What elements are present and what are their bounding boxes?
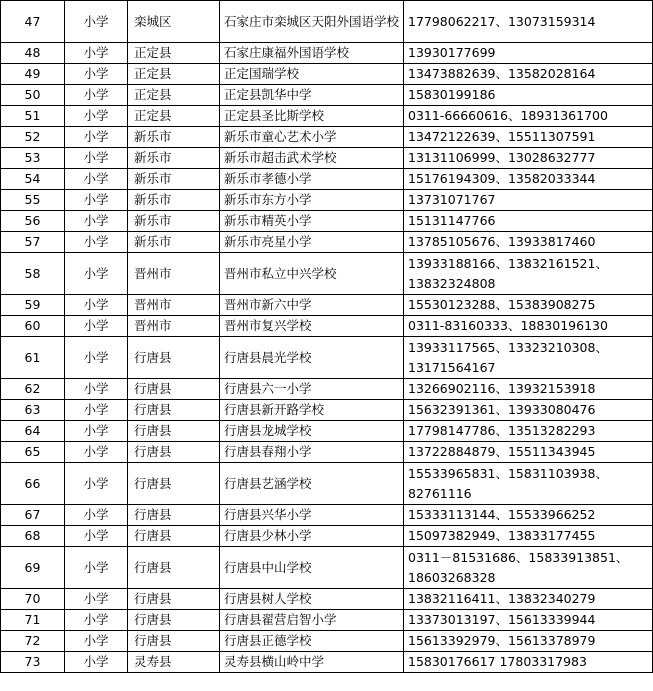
school-name: 新乐市童心艺术小学	[220, 127, 404, 148]
phone-numbers: 13785105676、13933817460	[404, 232, 653, 253]
row-number: 55	[1, 190, 65, 211]
school-name: 正定县圣比斯学校	[220, 106, 404, 127]
school-level: 小学	[65, 190, 128, 211]
table-row	[1, 463, 653, 505]
phone-numbers: 13473882639、13582028164	[404, 64, 653, 85]
phone-numbers: 15333113144、15533966252	[404, 505, 653, 526]
phone-numbers: 13731071767	[404, 190, 653, 211]
phone-numbers: 15131147766	[404, 211, 653, 232]
phone-numbers: 15830176617 17803317983	[404, 652, 653, 673]
school-name: 正定国瑞学校	[220, 64, 404, 85]
school-name: 正定县凯华中学	[220, 85, 404, 106]
table-row	[1, 379, 653, 400]
school-level: 小学	[65, 232, 128, 253]
district-name: 行唐县	[128, 610, 220, 631]
phone-numbers: 15530123288、15383908275	[404, 295, 653, 316]
row-number: 73	[1, 652, 65, 673]
school-name: 新乐市孝德小学	[220, 169, 404, 190]
district-name: 晋州市	[128, 316, 220, 337]
phone-numbers: 15176194309、13582033344	[404, 169, 653, 190]
school-level: 小学	[65, 127, 128, 148]
table-row	[1, 652, 653, 673]
school-level: 小学	[65, 442, 128, 463]
school-name: 行唐县少林小学	[220, 526, 404, 547]
district-name: 新乐市	[128, 127, 220, 148]
district-name: 行唐县	[128, 379, 220, 400]
school-table-body	[1, 1, 653, 673]
school-name: 晋州市私立中兴学校	[220, 253, 404, 295]
school-name: 新乐市亮星小学	[220, 232, 404, 253]
phone-numbers: 0311-83160333、18830196130	[404, 316, 653, 337]
row-number: 54	[1, 169, 65, 190]
school-level: 小学	[65, 610, 128, 631]
school-level: 小学	[65, 1, 128, 43]
school-level: 小学	[65, 421, 128, 442]
table-row	[1, 211, 653, 232]
table-row	[1, 148, 653, 169]
row-number: 59	[1, 295, 65, 316]
table-row	[1, 505, 653, 526]
school-level: 小学	[65, 400, 128, 421]
school-level: 小学	[65, 43, 128, 64]
table-row	[1, 106, 653, 127]
phone-numbers: 13266902116、13932153918	[404, 379, 653, 400]
district-name: 新乐市	[128, 232, 220, 253]
district-name: 行唐县	[128, 505, 220, 526]
table-row	[1, 442, 653, 463]
table-row	[1, 85, 653, 106]
phone-numbers: 15632391361、13933080476	[404, 400, 653, 421]
school-level: 小学	[65, 379, 128, 400]
district-name: 行唐县	[128, 463, 220, 505]
phone-numbers: 13930177699	[404, 43, 653, 64]
row-number: 68	[1, 526, 65, 547]
district-name: 正定县	[128, 106, 220, 127]
phone-numbers: 13472122639、15511307591	[404, 127, 653, 148]
table-row	[1, 253, 653, 295]
table-row	[1, 43, 653, 64]
school-name: 行唐县六一小学	[220, 379, 404, 400]
table-row	[1, 421, 653, 442]
school-name: 行唐县春翔小学	[220, 442, 404, 463]
school-name: 行唐县正德学校	[220, 631, 404, 652]
school-level: 小学	[65, 337, 128, 379]
district-name: 行唐县	[128, 421, 220, 442]
row-number: 57	[1, 232, 65, 253]
table-row	[1, 295, 653, 316]
school-name: 新乐市超击武术学校	[220, 148, 404, 169]
table-row	[1, 232, 653, 253]
phone-numbers: 17798062217、13073159314	[404, 1, 653, 43]
table-row	[1, 190, 653, 211]
district-name: 新乐市	[128, 211, 220, 232]
district-name: 正定县	[128, 85, 220, 106]
school-level: 小学	[65, 526, 128, 547]
school-name: 石家庄市栾城区天阳外国语学校	[220, 1, 404, 43]
row-number: 58	[1, 253, 65, 295]
district-name: 行唐县	[128, 337, 220, 379]
row-number: 72	[1, 631, 65, 652]
row-number: 64	[1, 421, 65, 442]
district-name: 行唐县	[128, 400, 220, 421]
row-number: 71	[1, 610, 65, 631]
row-number: 47	[1, 1, 65, 43]
school-level: 小学	[65, 547, 128, 589]
row-number: 52	[1, 127, 65, 148]
row-number: 53	[1, 148, 65, 169]
district-name: 行唐县	[128, 631, 220, 652]
phone-numbers: 13722884879、15511343945	[404, 442, 653, 463]
phone-numbers: 13933117565、13323210308、13171564167	[404, 337, 653, 379]
row-number: 62	[1, 379, 65, 400]
phone-numbers: 0311－81531686、15833913851、18603268328	[404, 547, 653, 589]
district-name: 行唐县	[128, 526, 220, 547]
school-level: 小学	[65, 505, 128, 526]
phone-numbers: 15533965831、15831103938、82761116	[404, 463, 653, 505]
school-level: 小学	[65, 64, 128, 85]
school-level: 小学	[65, 85, 128, 106]
row-number: 63	[1, 400, 65, 421]
district-name: 行唐县	[128, 589, 220, 610]
district-name: 新乐市	[128, 190, 220, 211]
row-number: 61	[1, 337, 65, 379]
table-row	[1, 169, 653, 190]
school-level: 小学	[65, 652, 128, 673]
school-level: 小学	[65, 169, 128, 190]
row-number: 51	[1, 106, 65, 127]
school-level: 小学	[65, 463, 128, 505]
school-name: 晋州市新六中学	[220, 295, 404, 316]
phone-numbers: 0311-66660616、18931361700	[404, 106, 653, 127]
school-name: 行唐县中山学校	[220, 547, 404, 589]
district-name: 灵寿县	[128, 652, 220, 673]
school-level: 小学	[65, 253, 128, 295]
row-number: 67	[1, 505, 65, 526]
school-name: 行唐县翟营启智小学	[220, 610, 404, 631]
school-name: 石家庄康福外国语学校	[220, 43, 404, 64]
school-name: 行唐县兴华小学	[220, 505, 404, 526]
school-level: 小学	[65, 148, 128, 169]
district-name: 晋州市	[128, 253, 220, 295]
phone-numbers: 15097382949、13833177455	[404, 526, 653, 547]
table-row	[1, 316, 653, 337]
phone-numbers: 17798147786、13513282293	[404, 421, 653, 442]
row-number: 70	[1, 589, 65, 610]
phone-numbers: 13832116411、13832340279	[404, 589, 653, 610]
school-name: 行唐县晨光学校	[220, 337, 404, 379]
district-name: 栾城区	[128, 1, 220, 43]
school-name: 新乐市东方小学	[220, 190, 404, 211]
school-name: 灵寿县横山岭中学	[220, 652, 404, 673]
table-row	[1, 589, 653, 610]
row-number: 48	[1, 43, 65, 64]
table-row	[1, 631, 653, 652]
district-name: 行唐县	[128, 442, 220, 463]
school-name: 新乐市精英小学	[220, 211, 404, 232]
table-row	[1, 400, 653, 421]
table-row	[1, 610, 653, 631]
school-level: 小学	[65, 295, 128, 316]
phone-numbers: 13131106999、13028632777	[404, 148, 653, 169]
table-row	[1, 1, 653, 43]
table-row	[1, 547, 653, 589]
row-number: 50	[1, 85, 65, 106]
school-level: 小学	[65, 211, 128, 232]
school-name: 行唐县新开路学校	[220, 400, 404, 421]
district-name: 晋州市	[128, 295, 220, 316]
school-name: 行唐县艺涵学校	[220, 463, 404, 505]
district-name: 新乐市	[128, 169, 220, 190]
row-number: 65	[1, 442, 65, 463]
table-row	[1, 64, 653, 85]
table-row	[1, 127, 653, 148]
school-level: 小学	[65, 631, 128, 652]
table-row	[1, 526, 653, 547]
phone-numbers: 15613392979、15613378979	[404, 631, 653, 652]
school-name: 晋州市复兴学校	[220, 316, 404, 337]
school-level: 小学	[65, 106, 128, 127]
district-name: 新乐市	[128, 148, 220, 169]
school-name: 行唐县龙城学校	[220, 421, 404, 442]
district-name: 正定县	[128, 64, 220, 85]
school-name: 行唐县树人学校	[220, 589, 404, 610]
district-name: 行唐县	[128, 547, 220, 589]
phone-numbers: 13373013197、15613339944	[404, 610, 653, 631]
school-level: 小学	[65, 316, 128, 337]
row-number: 69	[1, 547, 65, 589]
row-number: 66	[1, 463, 65, 505]
phone-numbers: 15830199186	[404, 85, 653, 106]
phone-numbers: 13933188166、13832161521、13832324808	[404, 253, 653, 295]
row-number: 60	[1, 316, 65, 337]
row-number: 49	[1, 64, 65, 85]
table-row	[1, 337, 653, 379]
district-name: 正定县	[128, 43, 220, 64]
row-number: 56	[1, 211, 65, 232]
school-level: 小学	[65, 589, 128, 610]
